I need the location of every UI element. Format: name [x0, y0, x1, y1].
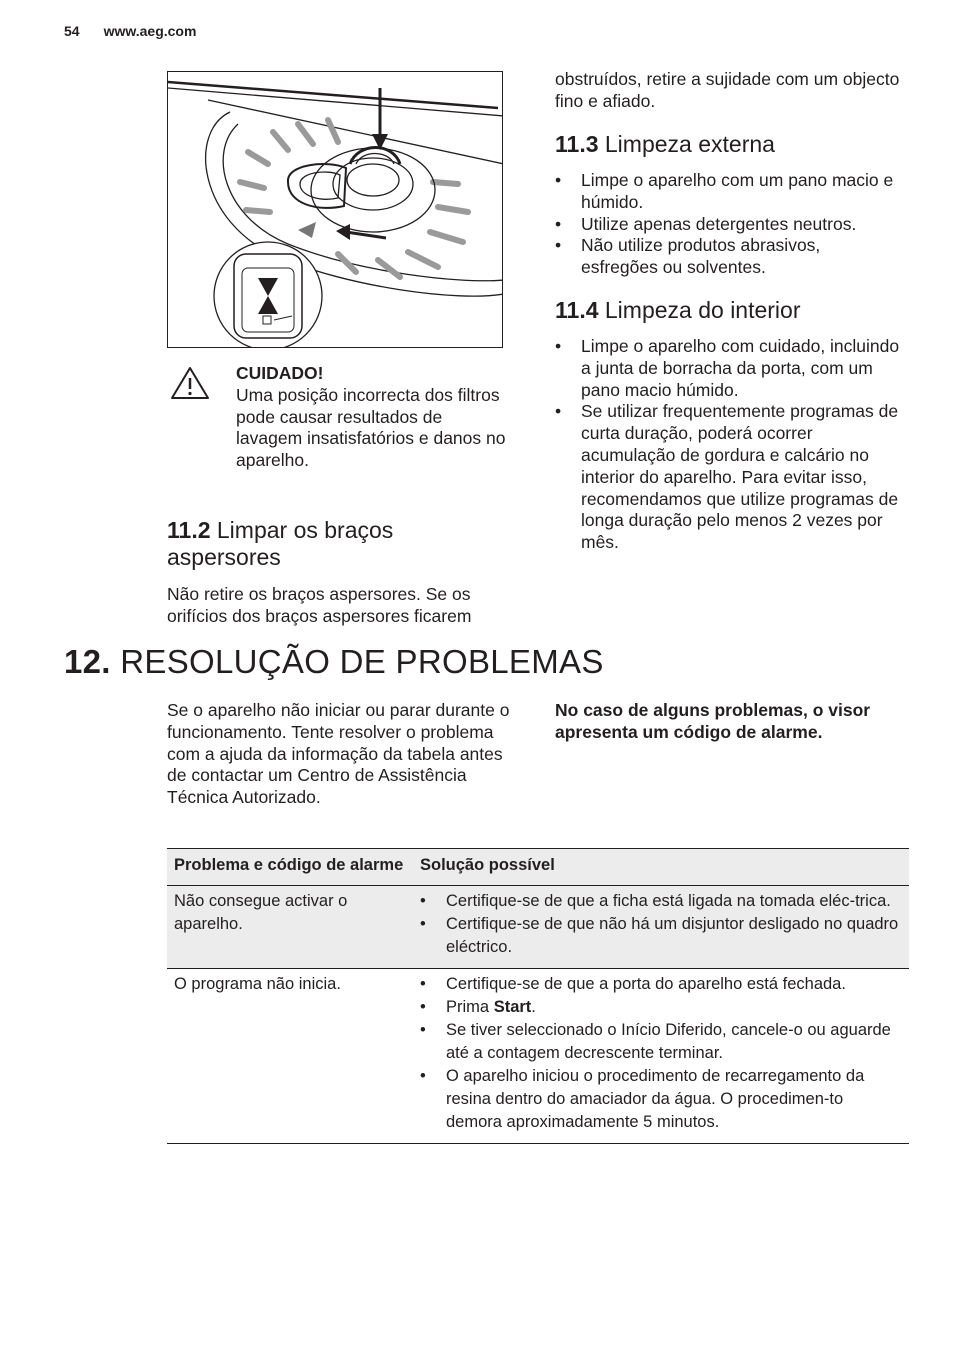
header-solution: Solução possível [420, 856, 555, 874]
section-number: 11.3 [555, 131, 599, 157]
list-item: • Não utilize produtos abrasivos, esfregões ou solventes. [555, 235, 895, 279]
section-title: Limpeza externa [604, 131, 775, 157]
troubleshooting-table [167, 848, 909, 1144]
section-11-2-heading [167, 517, 467, 571]
header-problem: Problema e código de alarme [174, 856, 404, 874]
solution-item: • O aparelho iniciou o procedimento de recarregamento da resina dentro do amaciador da água. O procedimen-to demora aproximadamente 5 minutos. [420, 1065, 901, 1134]
solution-item: • Se tiver seleccionado o Início Diferido, cancele-o ou aguarde até a contagem decrescente terminar. [420, 1019, 901, 1065]
section-11-3-heading [555, 131, 905, 158]
continuation-text: obstruídos, retire a sujidade com um objecto fino e afiado. [555, 69, 900, 111]
list-item: • Utilize apenas detergentes neutros. [555, 214, 895, 236]
chapter-title: RESOLUÇÃO DE PROBLEMAS [120, 643, 604, 680]
list-item: • Limpe o aparelho com um pano macio e húmido. [555, 170, 895, 214]
website: www.aeg.com [103, 23, 197, 39]
solution-item: • Certifique-se de que não há um disjuntor desligado no quadro eléctrico. [420, 913, 901, 959]
problem-cell: Não consegue activar o aparelho. [174, 892, 348, 933]
solution-item-start: • Prima Start. [420, 996, 901, 1019]
page-number: 54 [64, 23, 80, 39]
warning-triangle-icon [170, 365, 210, 401]
alarm-note: No caso de alguns problemas, o visor apresenta um código de alarme. [555, 700, 871, 742]
problem-cell: O programa não inicia. [174, 975, 341, 993]
section-title: Limpeza do interior [604, 297, 801, 323]
solution-item: • Certifique-se de que a porta do aparelho está fechada. [420, 973, 901, 996]
list-item: • Limpe o aparelho com cuidado, incluindo a junta de borracha da porta, com um pano macio húmido. [555, 336, 911, 401]
filter-drawing [168, 72, 503, 348]
start-label: Start [493, 998, 532, 1016]
prima-text: Prima [446, 998, 490, 1016]
chapter-number: 12. [64, 643, 111, 680]
section-number: 11.4 [555, 297, 599, 323]
section-11-4-heading [555, 297, 905, 324]
table-row [167, 886, 909, 969]
section-11-2-text: Não retire os braços aspersores. Se os orifícios dos braços aspersores ficarem [167, 584, 472, 626]
chapter-12-heading [64, 642, 604, 682]
section-title: Limpar os braços aspersores [167, 517, 394, 570]
section-11-3-list [555, 170, 895, 279]
solution-cell [413, 969, 909, 1144]
table-header-row [167, 849, 909, 886]
list-item: • Se utilizar frequentemente programas de curta duração, poderá ocorrer acumulação de gordura e calcário no interior do aparelho. Para evitar isso, recomendamos que utilize programas de longa duração pelo menos 2 vezes por mês. [555, 401, 911, 554]
caution-text: Uma posição incorrecta dos filtros pode causar resultados de lavagem insatisfatórios e danos no aparelho. [236, 384, 506, 471]
caution-title: CUIDADO! [236, 363, 324, 383]
chapter-intro: Se o aparelho não iniciar ou parar durante o funcionamento. Tente resolver o problema com a ajuda da informação da tabela antes de contactar um Centro de Assistência Técnica Autorizado. [167, 700, 510, 808]
solution-item: • Certifique-se de que a ficha está ligada na tomada eléc-trica. [420, 890, 901, 913]
page-header [64, 23, 220, 39]
filter-assembly-illustration [167, 71, 503, 348]
solution-cell [413, 886, 909, 969]
section-11-4-list [555, 336, 911, 554]
section-number: 11.2 [167, 517, 211, 543]
table-row [167, 969, 909, 1144]
